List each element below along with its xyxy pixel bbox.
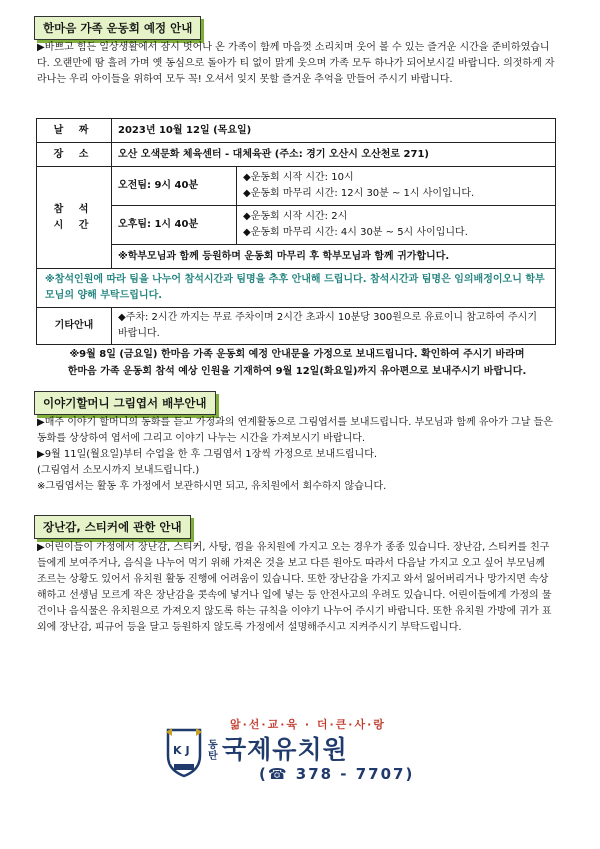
toys-body: ▶어린이들이 가정에서 장난감, 스티커, 사탕, 껌을 유치원에 가지고 오는 경우가 종종 있습니다. 장난감, 스티커를 친구들에게 보여주거나, 음식을 나누어 먹기 위해 가져온 것을 보고 다른 원아도 따라서 다음날 가지고 오고 싶어 부모님께 조르는 상황도 있어서 유치원 활동 진행에 어려움이 있습니다. 또한 장난감을 가지고 와서 잃어버리거나 망가지면 속상해하고 선생님 모르게 작은 장난감을 콧속에 넣거나 입에 넣는 등 안전사고의 우려도 있습니다. 어린이들에게 가정의 물건이나 음식물은 유치원으로 가져오지 않도록 하는 규칙을 이야기 나누어 주시기 바랍니다. 또한 유치원 가방에 귀가 표외에 장난감, 피규어 등을 달고 등원하지 않도록 가정에서 설명해주시고 지켜주시기 부탁드립니다. — [37, 542, 552, 633]
team-assignment-note: ※참석인원에 따라 팀을 나누어 참석시간과 팀명을 추후 안내해 드립니다. 참석시간과 팀명은 임의배정이오니 학부모님의 양해 부탁드립니다. — [37, 269, 556, 308]
pm-end-time: ◆운동회 마무리 시간: 4시 30분 ~ 5시 사이입니다. — [243, 227, 468, 238]
postcard-p1: ▶매주 이야기 할머니의 동화를 듣고 가정과의 연계활동으로 그림엽서를 보내드립니다. 부모님과 함께 유아가 그날 들은 동화를 상상하여 엽서에 그리고 이야기 나누는 시간을 가져보시기 바랍니다. — [37, 417, 553, 444]
attend-time-label — [37, 167, 112, 269]
sports-day-notice — [32, 347, 562, 380]
logo-tagline: 앎·선·교·육 · 더·큰·사·랑 — [230, 718, 386, 731]
am-team-times — [237, 167, 556, 206]
emblem-letters: KJ — [173, 744, 194, 757]
pm-team-times — [237, 206, 556, 245]
parking-info: ◆주차: 2시간 까지는 무료 주차이며 2시간 초과시 10분당 300원으로 유료이니 참고하여 주시기 바랍니다. — [112, 308, 556, 345]
kindergarten-logo — [164, 714, 444, 784]
pm-start-time: ◆운동회 시작 시간: 2시 — [243, 211, 348, 222]
logo-school-name: 국제유치원 — [222, 735, 348, 764]
postcard-info — [37, 415, 557, 495]
place-label: 장 소 — [37, 143, 112, 167]
sports-day-intro — [37, 40, 557, 88]
date-label: 날 짜 — [37, 119, 112, 143]
notice-line-1: ※9월 8일 (금요일) 한마음 가족 운동회 예정 안내문을 가정으로 보내드립니다. 확인하여 주시기 바라며 — [69, 349, 525, 360]
toys-info — [37, 540, 557, 636]
section-title-postcard: 이야기할머니 그림엽서 배부안내 — [34, 391, 216, 415]
pm-team-label: 오후팀: 1시 40분 — [112, 206, 237, 245]
am-team-label: 오전팀: 9시 40분 — [112, 167, 237, 206]
attend-label-line1: 참 석 — [53, 203, 95, 215]
section-title-toys: 장난감, 스티커에 관한 안내 — [34, 515, 191, 539]
postcard-p2: ▶9월 11일(월요일)부터 수업을 한 후 그림엽서 1장씩 가정으로 보내드립니다. — [37, 449, 378, 460]
postcard-p4: ※그림엽서는 활동 후 가정에서 보관하시면 되고, 유치원에서 회수하지 않습니다. — [37, 481, 387, 492]
etc-label: 기타안내 — [37, 308, 112, 345]
postcard-p3: (그림엽서 소모시까지 보내드립니다.) — [37, 465, 200, 476]
attend-label-line2: 시 간 — [53, 219, 95, 231]
place-value: 오산 오색문화 체육센터 - 대체육관 (주소: 경기 오산시 오산천로 271) — [112, 143, 556, 167]
intro-text: ▶바쁘고 힘든 일상생활에서 잠시 벗어나 온 가족이 함께 마음껏 소리치며 웃어 볼 수 있는 즐거운 시간을 준비하였습니다. 오랜만에 땀 흘려 가며 옛 동심으로 돌아가 티 없이 맑게 웃으며 가족 모두 하나가 되어보시길 바랍니다. 의젓하게 자라나는 우리 아이들을 위하여 모두 꼭! 오셔서 잊지 못할 즐거운 추억을 만들어 주시기 바랍니다. — [37, 42, 555, 85]
logo-phone: (☎ 378 - 7707) — [259, 765, 415, 783]
section-title-sports-day: 한마음 가족 운동회 예정 안내 — [34, 16, 201, 40]
logo-dongtan: 동탄 — [208, 740, 218, 762]
am-end-time: ◆운동회 마무리 시간: 12시 30분 ~ 1시 사이입니다. — [243, 188, 475, 199]
event-info-table — [36, 118, 556, 345]
date-value: 2023년 10월 12일 (목요일) — [112, 119, 556, 143]
attend-note: ※학부모님과 함께 등원하며 운동회 마무리 후 학부모님과 함께 귀가합니다. — [112, 245, 556, 269]
notice-line-2: 한마음 가족 운동회 참석 예상 인원을 기재하여 9월 12일(화요일)까지 유아편으로 보내주시기 바랍니다. — [67, 365, 527, 377]
emblem-subtext: DONGTAN — [170, 761, 195, 766]
am-start-time: ◆운동회 시작 시간: 10시 — [243, 172, 354, 183]
